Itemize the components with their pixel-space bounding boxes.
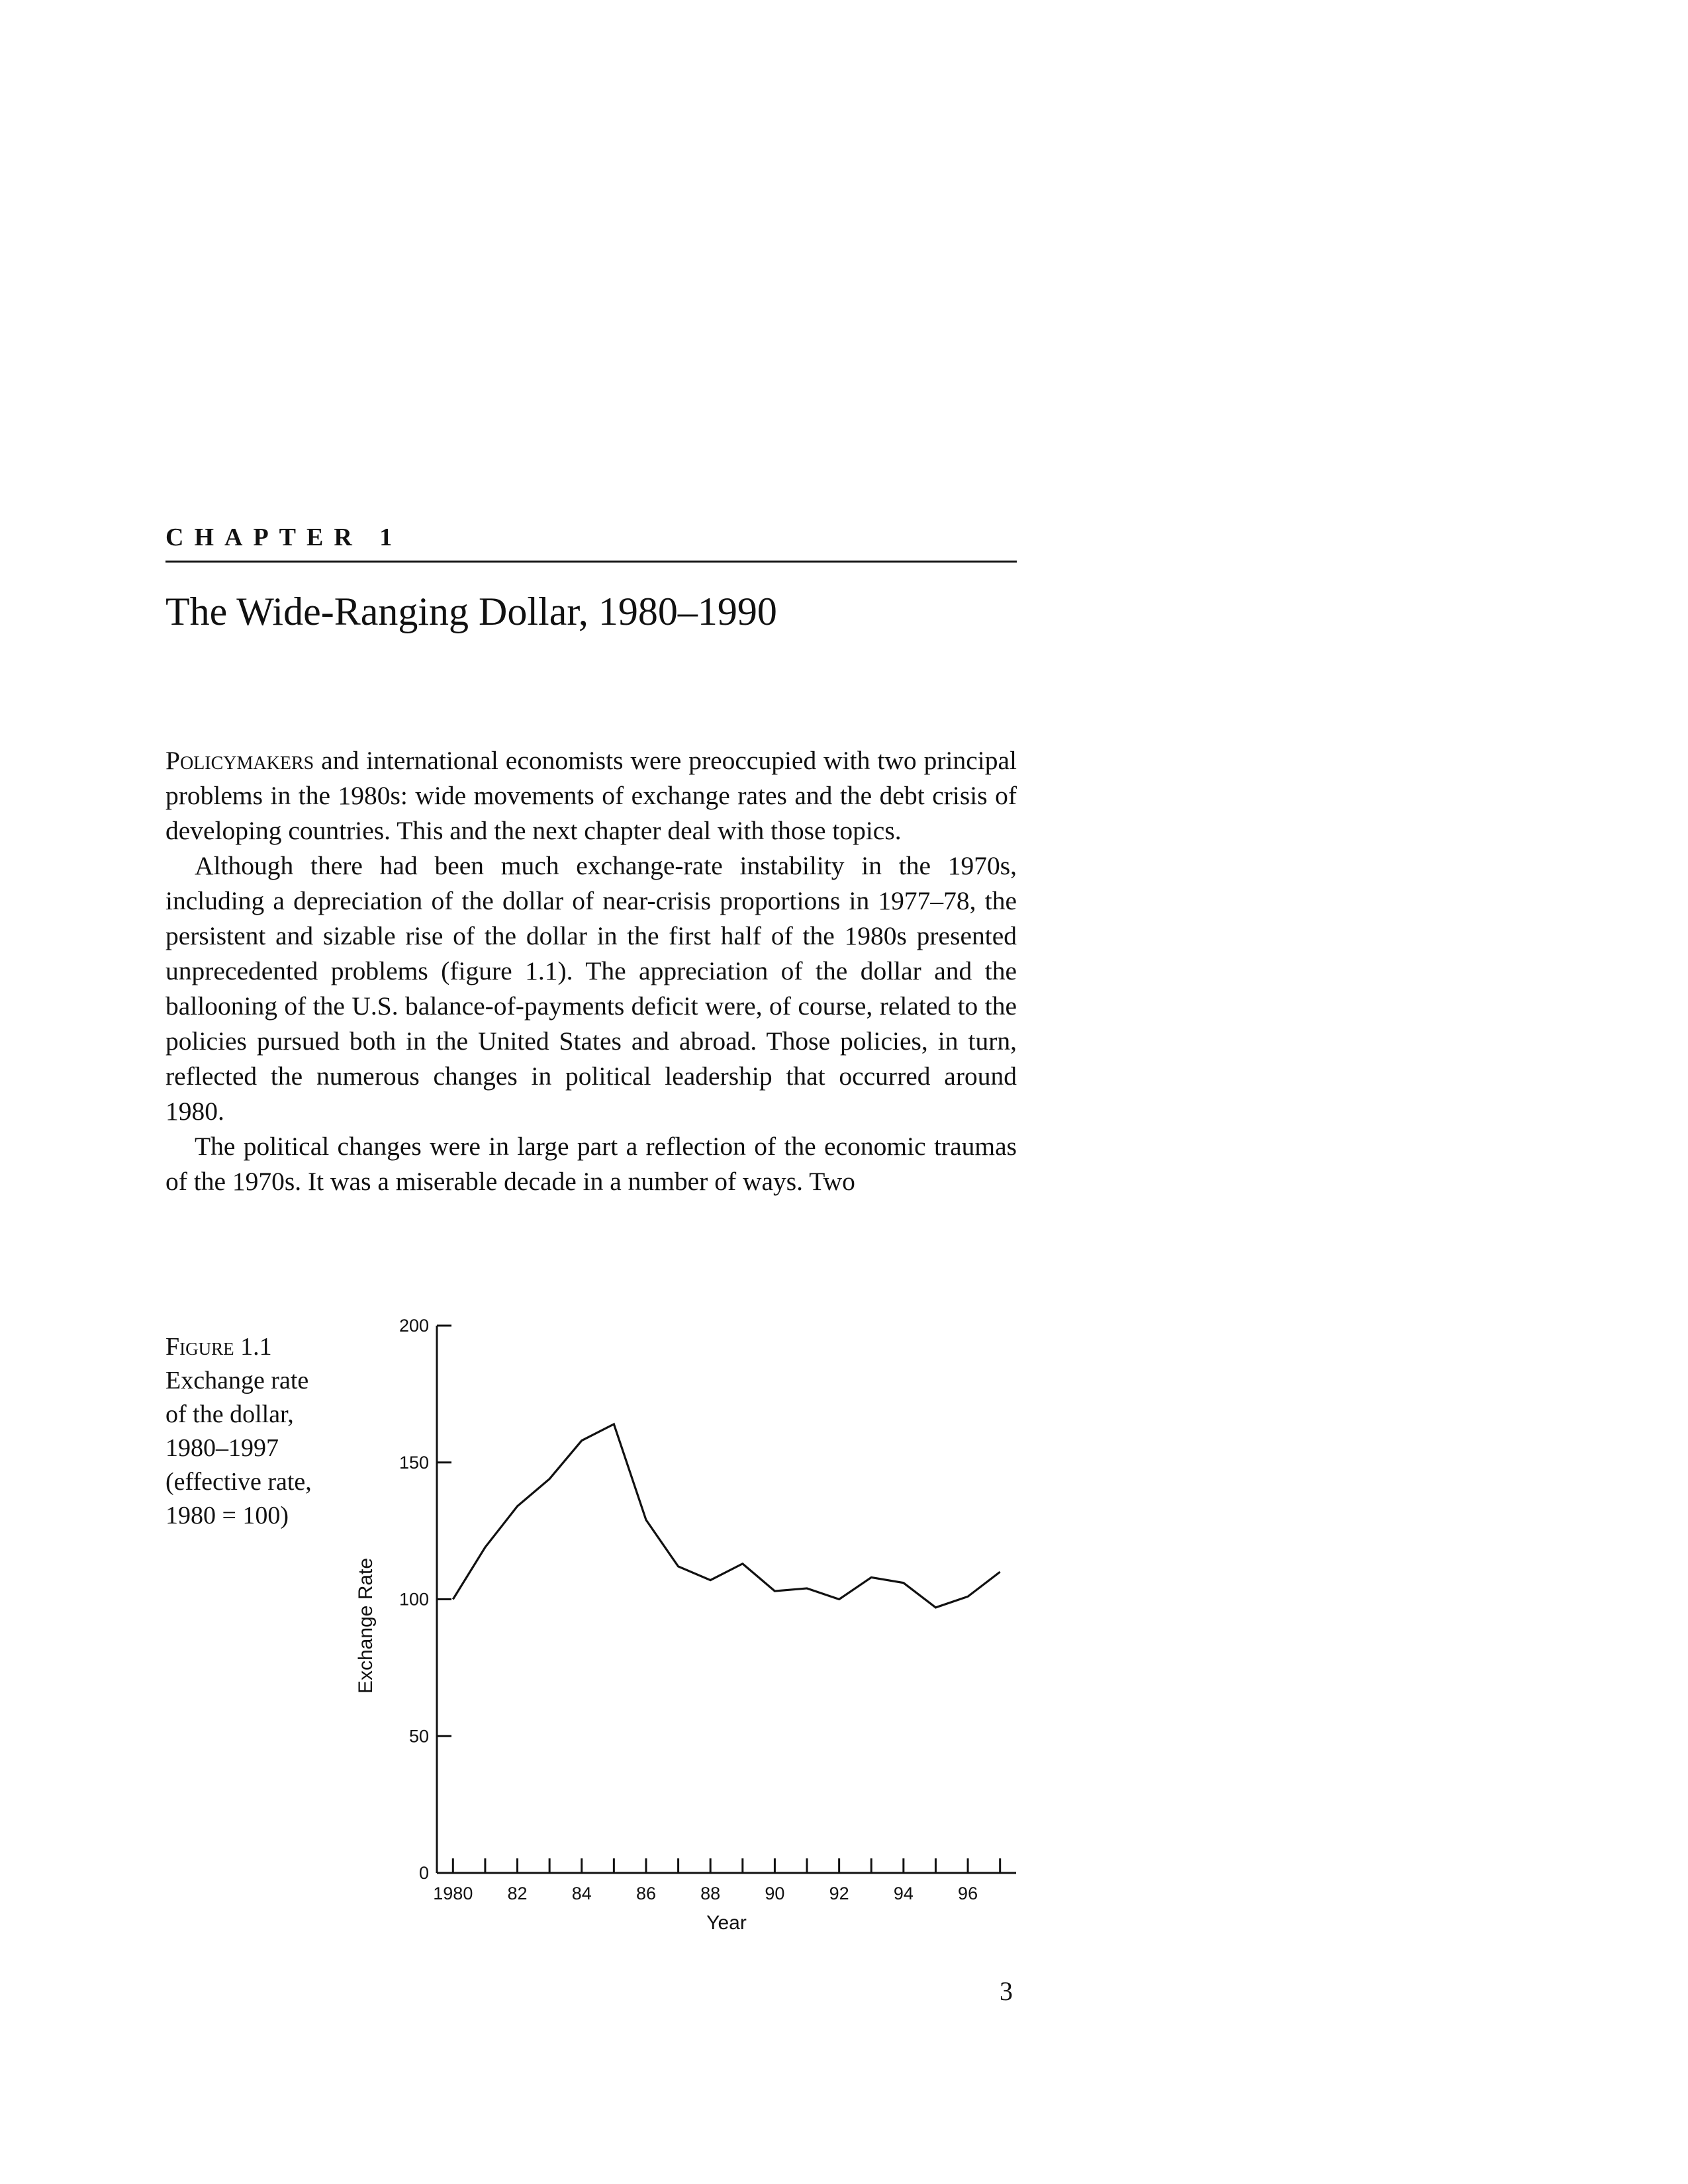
paragraph-1 [165, 743, 1017, 848]
x-tick-label: 1980 [433, 1884, 473, 1903]
x-axis-label: Year [706, 1912, 747, 1934]
y-tick-label: 50 [408, 1726, 429, 1747]
page-number: 3 [1000, 1976, 1013, 2006]
x-tick-label: 86 [635, 1884, 656, 1903]
x-tick-label: 88 [700, 1884, 721, 1903]
y-tick-label: 0 [418, 1863, 429, 1883]
figure-caption [165, 1330, 338, 1533]
chapter-rule [165, 561, 1017, 563]
caption-line: (effective rate, [165, 1468, 312, 1496]
x-tick-label: 92 [829, 1884, 849, 1903]
chapter-title: The Wide-Ranging Dollar, 1980–1990 [165, 590, 777, 633]
x-tick-label: 94 [893, 1884, 914, 1903]
exchange-rate-chart [357, 1310, 1026, 1939]
y-tick-label: 200 [399, 1316, 429, 1336]
x-tick-label: 82 [507, 1884, 528, 1903]
body-text [165, 743, 1017, 1199]
paragraph-1-lead: Policymakers [165, 746, 314, 775]
figure-label [165, 1330, 338, 1364]
x-tick-label: 90 [765, 1884, 785, 1903]
caption-line: 1980 = 100) [165, 1502, 289, 1529]
paragraph-3: The political changes were in large part a reflection of the economic traumas of the 1970s. It was a miserable decade in a number of ways. Two [165, 1132, 1017, 1196]
figure-number: 1.1 [240, 1333, 272, 1361]
x-tick-label: 84 [571, 1884, 592, 1903]
x-tick-label: 96 [958, 1884, 978, 1903]
y-axis-label: Exchange Rate [355, 1557, 377, 1694]
y-tick-label: 150 [399, 1452, 429, 1473]
series-line [453, 1424, 1000, 1608]
chapter-label: CHAPTER 1 [165, 523, 403, 551]
y-tick-label: 100 [399, 1589, 429, 1610]
paragraph-1-text: and international economists were preoccupied with two principal problems in the 1980s: wide movements of exchange rates and the debt crisis of developing countries. This and the next chapter deal with those topics. [165, 746, 1017, 845]
figure-label-word: Figure [165, 1333, 234, 1361]
caption-line: Exchange rate [165, 1367, 309, 1394]
caption-line: of the dollar, [165, 1400, 294, 1428]
paragraph-2: Although there had been much exchange-rate instability in the 1970s, including a depreciation of the dollar of near-crisis proportions in 1977–78, the persistent and sizable rise of the dollar in the first half of the 1980s presented unprecedented problems (figure 1.1). The appreciation of the dollar and the ballooning of the U.S. balance-of-payments deficit were, of course, related to the policies pursued both in the United States and abroad. Those policies, in turn, reflected the numerous changes in political leadership that occurred around 1980. [165, 851, 1017, 1126]
caption-line: 1980–1997 [165, 1434, 279, 1462]
